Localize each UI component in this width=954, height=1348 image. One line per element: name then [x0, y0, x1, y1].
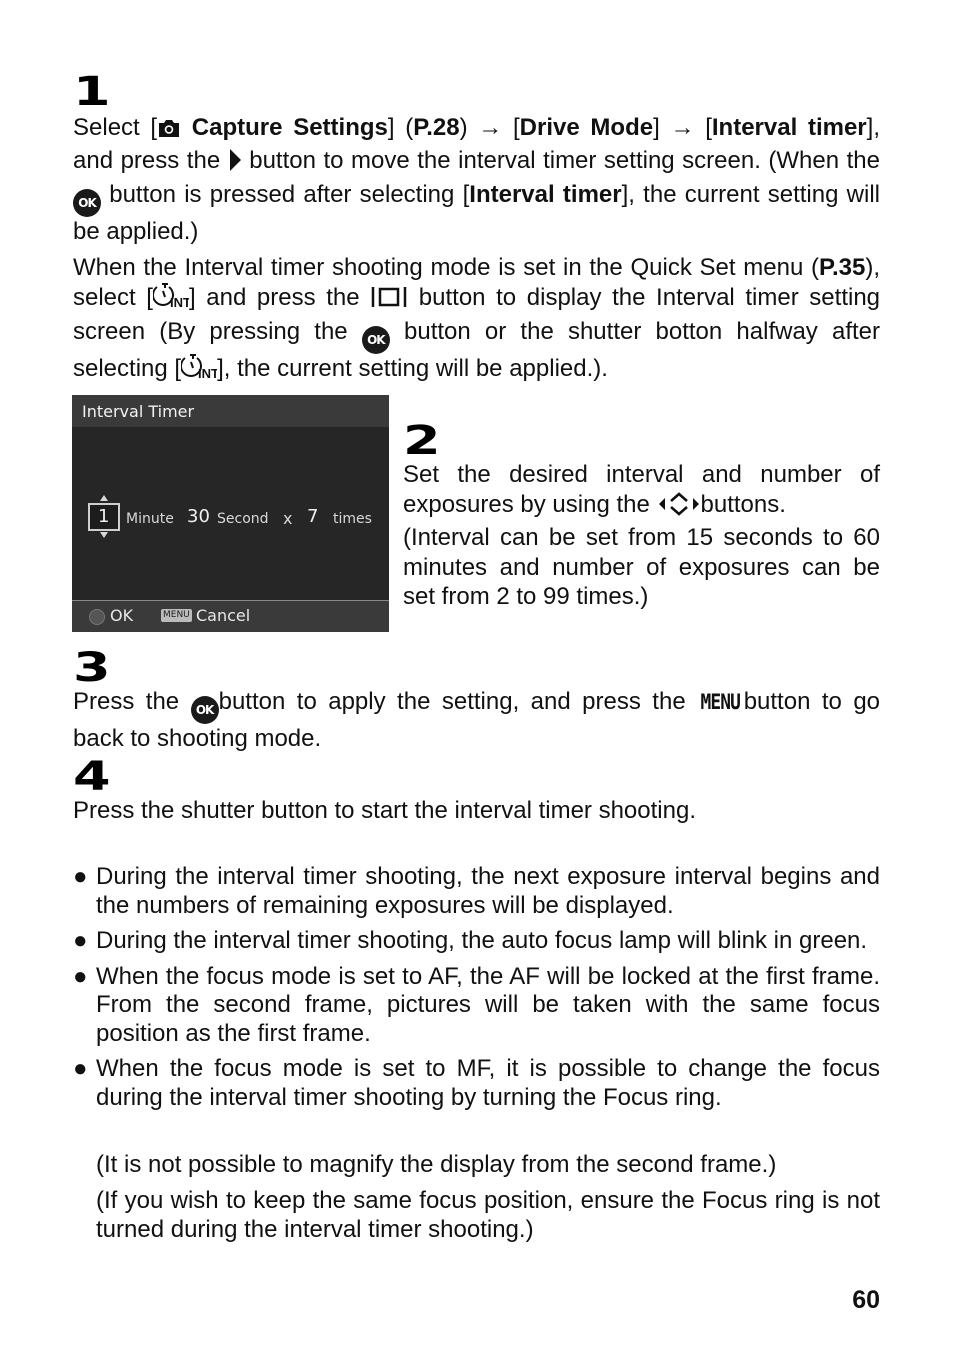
- cancel-hint: Cancel: [196, 606, 251, 625]
- down-arrow-icon: [100, 532, 108, 538]
- camera-icon: [157, 116, 181, 146]
- times-value: 7: [307, 506, 319, 527]
- list-item: ● During the interval timer shooting, the auto focus lamp will blink in green.: [73, 927, 868, 954]
- step-4-text: Press the shutter button to start the interval timer shooting.: [73, 797, 696, 824]
- list-item: ● When the focus mode is set to MF, it is possible to change the focus during the interval timer shooting by turning the Focus ring.: [73, 1055, 880, 1111]
- screen-footer: [72, 600, 389, 632]
- right-arrow-icon: →: [670, 114, 695, 141]
- menu-button-label: MENU: [700, 690, 741, 714]
- left-up-down-right-icon: [657, 492, 701, 524]
- right-arrow-icon: →: [478, 114, 503, 141]
- screen-title: Interval Timer: [72, 395, 389, 427]
- interval-timer-screen: [72, 395, 389, 632]
- second-unit: Second: [217, 511, 269, 527]
- svg-text:INT: INT: [198, 366, 218, 380]
- step-1-text: Select [ Capture Settings] (P.28) → [Drive Mode] → [Interval timer], and press the button to move the interval timer setting screen. (When the OK button is pressed after selecting [Interval timer], the current setting will be applied.): [73, 114, 880, 245]
- list-item: ● During the interval timer shooting, the next exposure interval begins and the numbers of remaining exposures will be displayed.: [73, 863, 880, 919]
- step-1-number: 1: [73, 69, 111, 115]
- note-sub-1: (It is not possible to magnify the display from the second frame.): [96, 1151, 777, 1178]
- right-triangle-icon: [228, 148, 242, 180]
- step-4-number: 4: [73, 754, 111, 800]
- ok-hint: OK: [110, 606, 134, 625]
- bullet-icon: ●: [73, 863, 88, 890]
- step-3-text: Press the OK button to apply the setting, and press the MENU button to go back to shooting mode.: [73, 688, 881, 752]
- up-arrow-icon: [100, 495, 108, 501]
- step-3-number: 3: [73, 645, 111, 691]
- svg-text:INT: INT: [169, 295, 189, 309]
- bullet-icon: ●: [73, 1055, 88, 1082]
- interval-timer-icon: [181, 354, 217, 388]
- ok-button-icon: OK: [191, 696, 219, 724]
- step-2-text: Set the desired interval and number of exposures by using the buttons. (Interval can be set from 15 seconds to 60 minutes and number of exposures can be set from 2 to 99 times.): [403, 461, 880, 610]
- times-unit: times: [333, 511, 372, 527]
- quick-set-paragraph: When the Interval timer shooting mode is set in the Quick Set menu (P.35), select [ INT ] and press the button to display the Interval timer setting screen (By pressing the OK button or the shutter botton halfway after selecting [ INT ], the current setting will be applied.).: [73, 253, 880, 388]
- note-sub-2: (If you wish to keep the same focus position, ensure the Focus ring is not turned during the interval timer shooting.): [96, 1187, 880, 1243]
- notes-list: [73, 863, 880, 1112]
- ok-button-icon: OK: [362, 326, 390, 354]
- second-value: 30: [187, 506, 210, 527]
- minute-value: 1: [98, 506, 110, 527]
- bullet-icon: ●: [73, 962, 88, 990]
- times-sign: x: [283, 509, 293, 528]
- page-number: 60: [852, 1286, 880, 1314]
- bullet-icon: ●: [73, 927, 88, 954]
- minute-unit: Minute: [126, 511, 174, 527]
- ok-circle-icon: [89, 609, 105, 625]
- ok-button-icon: OK: [73, 189, 101, 217]
- menu-badge: MENU: [163, 610, 190, 620]
- list-item: ● When the focus mode is set to AF, the AF will be locked at the first frame. From the second frame, pictures will be taken with the same focus position as the first frame.: [73, 962, 880, 1047]
- step-2-number: 2: [403, 418, 441, 464]
- display-button-icon: [370, 285, 408, 317]
- interval-timer-icon: [153, 283, 189, 317]
